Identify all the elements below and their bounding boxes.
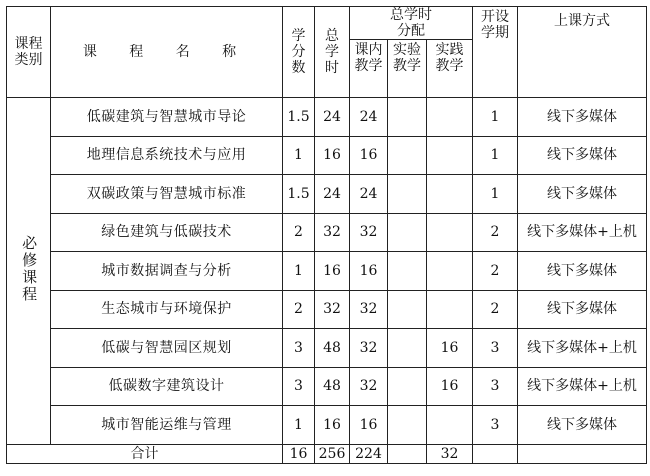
header-credits-l2: 分	[291, 44, 306, 61]
cell-in-class: 24	[350, 175, 388, 214]
header-total-hours-l2: 学	[325, 44, 339, 61]
header-experiment-l2: 教学	[393, 58, 421, 75]
header-credits-l3: 数	[291, 60, 306, 77]
course-table	[6, 6, 647, 464]
cell-semester: 2	[473, 252, 518, 291]
header-category-line1: 课程	[14, 36, 43, 52]
cell-mode: 线下多媒体	[518, 406, 647, 445]
cell-credits: 1	[283, 136, 315, 175]
cell-experiment	[388, 290, 427, 329]
cell-semester: 2	[473, 213, 518, 252]
header-total-hours	[315, 7, 350, 98]
cell-in-class: 24	[350, 98, 388, 137]
header-in-class-l2: 教学	[354, 58, 383, 75]
cell-in-class: 16	[350, 136, 388, 175]
header-semester-l2: 学期	[481, 25, 510, 42]
cell-experiment	[388, 98, 427, 137]
totals-credits: 16	[283, 444, 315, 463]
cell-experiment	[388, 406, 427, 445]
totals-practice: 32	[427, 444, 473, 463]
table-row	[7, 136, 647, 175]
cell-credits: 2	[283, 213, 315, 252]
cell-mode: 线下多媒体	[518, 175, 647, 214]
header-practice	[427, 40, 473, 98]
cell-total: 32	[315, 290, 350, 329]
cell-practice	[427, 175, 473, 214]
cell-total: 16	[315, 406, 350, 445]
header-practice-l2: 教学	[435, 58, 464, 75]
category-cell	[7, 98, 51, 445]
cell-total: 16	[315, 136, 350, 175]
header-experiment	[388, 40, 427, 98]
cell-name: 生态城市与环境保护	[51, 290, 283, 329]
cell-in-class: 32	[350, 290, 388, 329]
totals-mode	[518, 444, 647, 463]
cell-experiment	[388, 329, 427, 368]
cell-mode: 线下多媒体	[518, 290, 647, 329]
header-practice-l1: 实践	[435, 42, 464, 59]
cell-experiment	[388, 136, 427, 175]
header-category-line2: 类别	[14, 52, 43, 69]
header-row-1	[7, 7, 647, 40]
cell-name: 绿色建筑与低碳技术	[51, 213, 283, 252]
totals-in-class: 224	[350, 444, 388, 463]
cell-credits: 3	[283, 329, 315, 368]
cell-in-class: 32	[350, 367, 388, 406]
cell-mode: 线下多媒体	[518, 98, 647, 137]
cell-total: 48	[315, 329, 350, 368]
header-hours-distribution	[350, 7, 473, 40]
cell-experiment	[388, 367, 427, 406]
totals-total-hours: 256	[315, 444, 350, 463]
cell-semester: 3	[473, 406, 518, 445]
table-row	[7, 175, 647, 214]
header-mode: 上课方式	[518, 7, 647, 98]
cell-total: 32	[315, 213, 350, 252]
cell-name: 低碳与智慧园区规划	[51, 329, 283, 368]
header-credits-l1: 学	[291, 27, 306, 44]
cell-credits: 1	[283, 406, 315, 445]
cell-practice	[427, 98, 473, 137]
cell-semester: 2	[473, 290, 518, 329]
cell-mode: 线下多媒体+上机	[518, 329, 647, 368]
cell-name: 城市智能运维与管理	[51, 406, 283, 445]
cell-credits: 1.5	[283, 175, 315, 214]
header-total-hours-l3: 时	[325, 60, 339, 77]
cell-credits: 1	[283, 252, 315, 291]
table-row	[7, 290, 647, 329]
cell-total: 16	[315, 252, 350, 291]
cell-semester: 1	[473, 136, 518, 175]
cell-practice	[427, 406, 473, 445]
cell-mode: 线下多媒体	[518, 136, 647, 175]
category-label: 必修课程	[20, 234, 39, 303]
cell-practice: 16	[427, 329, 473, 368]
table-row	[7, 252, 647, 291]
table-row	[7, 329, 647, 368]
table-body	[7, 98, 647, 445]
cell-total: 24	[315, 175, 350, 214]
cell-experiment	[388, 252, 427, 291]
table-row	[7, 213, 647, 252]
cell-in-class: 32	[350, 213, 388, 252]
cell-experiment	[388, 175, 427, 214]
cell-experiment	[388, 213, 427, 252]
cell-credits: 3	[283, 367, 315, 406]
header-experiment-l1: 实验	[393, 42, 421, 59]
cell-name: 低碳建筑与智慧城市导论	[51, 98, 283, 137]
cell-practice	[427, 213, 473, 252]
cell-total: 24	[315, 98, 350, 137]
cell-mode: 线下多媒体	[518, 252, 647, 291]
header-category	[7, 7, 51, 98]
cell-name: 地理信息系统技术与应用	[51, 136, 283, 175]
cell-practice	[427, 290, 473, 329]
cell-name: 城市数据调查与分析	[51, 252, 283, 291]
header-course-name: 课 程 名 称	[51, 7, 283, 98]
cell-total: 48	[315, 367, 350, 406]
cell-credits: 2	[283, 290, 315, 329]
cell-semester: 3	[473, 367, 518, 406]
totals-row	[7, 444, 647, 463]
cell-semester: 1	[473, 98, 518, 137]
totals-semester	[473, 444, 518, 463]
table-row	[7, 98, 647, 137]
header-semester-l1: 开设	[481, 9, 510, 25]
header-distribution-l1: 总学时	[390, 7, 432, 23]
totals-experiment	[388, 444, 427, 463]
cell-in-class: 16	[350, 406, 388, 445]
header-distribution-l2: 分配	[397, 23, 425, 40]
totals-label: 合计	[7, 444, 283, 463]
table-row	[7, 367, 647, 406]
cell-semester: 1	[473, 175, 518, 214]
header-semester	[473, 7, 518, 98]
cell-semester: 3	[473, 329, 518, 368]
header-in-class	[350, 40, 388, 98]
header-in-class-l1: 课内	[354, 42, 383, 59]
cell-in-class: 16	[350, 252, 388, 291]
cell-name: 低碳数字建筑设计	[51, 367, 283, 406]
cell-credits: 1.5	[283, 98, 315, 137]
table-row	[7, 406, 647, 445]
cell-practice: 16	[427, 367, 473, 406]
cell-practice	[427, 252, 473, 291]
cell-mode: 线下多媒体+上机	[518, 213, 647, 252]
cell-mode: 线下多媒体+上机	[518, 367, 647, 406]
cell-name: 双碳政策与智慧城市标准	[51, 175, 283, 214]
header-total-hours-l1: 总	[325, 27, 339, 44]
cell-practice	[427, 136, 473, 175]
cell-in-class: 32	[350, 329, 388, 368]
header-credits	[283, 7, 315, 98]
